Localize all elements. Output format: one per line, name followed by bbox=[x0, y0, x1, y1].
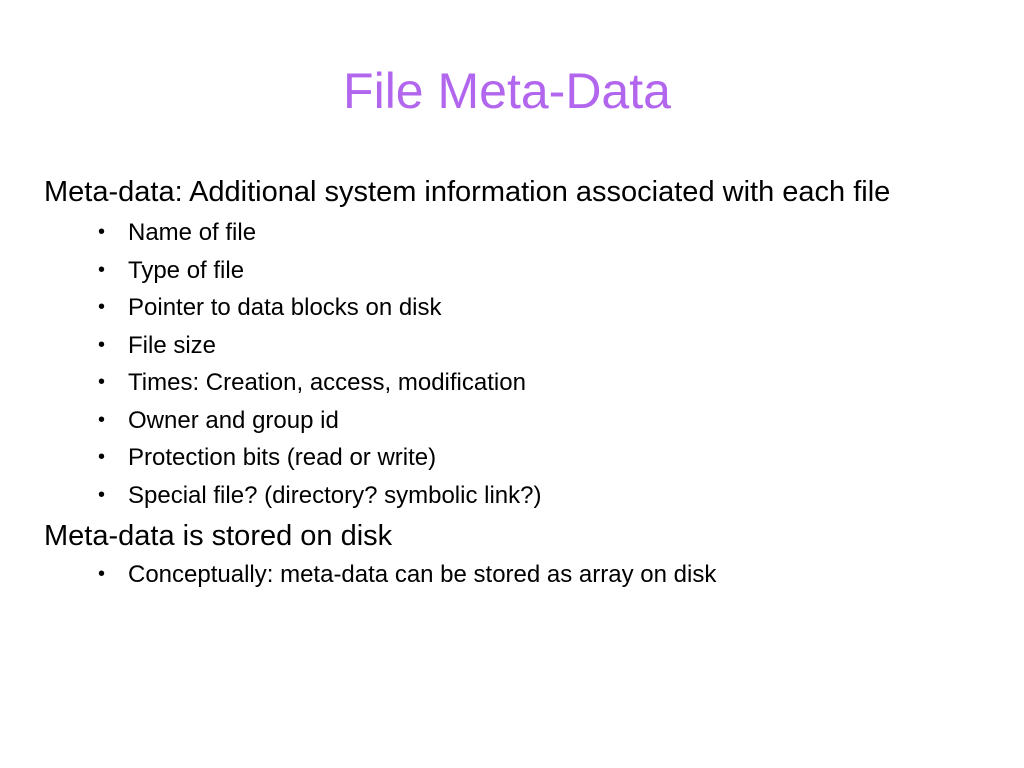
list-item-label: Name of file bbox=[128, 219, 257, 246]
list-item bbox=[44, 477, 944, 515]
bullet-icon: • bbox=[98, 483, 106, 506]
list-item-label: Type of file bbox=[128, 256, 245, 284]
list-item bbox=[44, 402, 944, 440]
list-item-label: Times: Creation, access, modification bbox=[128, 369, 526, 396]
slide-body bbox=[44, 174, 944, 594]
list-item bbox=[44, 252, 944, 290]
bullet-icon: • bbox=[98, 563, 106, 585]
section-heading-metadata: Meta-data: Additional system information associated with each file bbox=[44, 176, 891, 208]
bullet-icon: • bbox=[98, 296, 106, 318]
list-item-label: File size bbox=[128, 331, 217, 359]
list-item bbox=[44, 364, 944, 402]
bullet-icon: • bbox=[98, 408, 106, 431]
list-item bbox=[44, 289, 944, 327]
list-item-label: Conceptually: meta-data can be stored as array on disk bbox=[128, 561, 717, 588]
bullet-icon: • bbox=[98, 221, 106, 243]
section-heading-storage: Meta-data is stored on disk bbox=[44, 520, 393, 552]
bullet-icon: • bbox=[98, 446, 106, 468]
list-item bbox=[44, 439, 944, 477]
bullet-icon: • bbox=[98, 258, 106, 281]
list-item bbox=[44, 327, 944, 365]
list-item-label: Special file? (directory? symbolic link?) bbox=[128, 481, 542, 509]
list-item bbox=[44, 556, 944, 594]
list-item-label: Owner and group id bbox=[128, 406, 339, 434]
bullet-icon: • bbox=[98, 333, 106, 356]
list-item-label: Protection bits (read or write) bbox=[128, 444, 437, 471]
bullet-icon: • bbox=[98, 371, 106, 393]
list-item bbox=[44, 214, 944, 252]
list-item-label: Pointer to data blocks on disk bbox=[128, 294, 442, 321]
slide-title: File Meta-Data bbox=[343, 63, 671, 119]
